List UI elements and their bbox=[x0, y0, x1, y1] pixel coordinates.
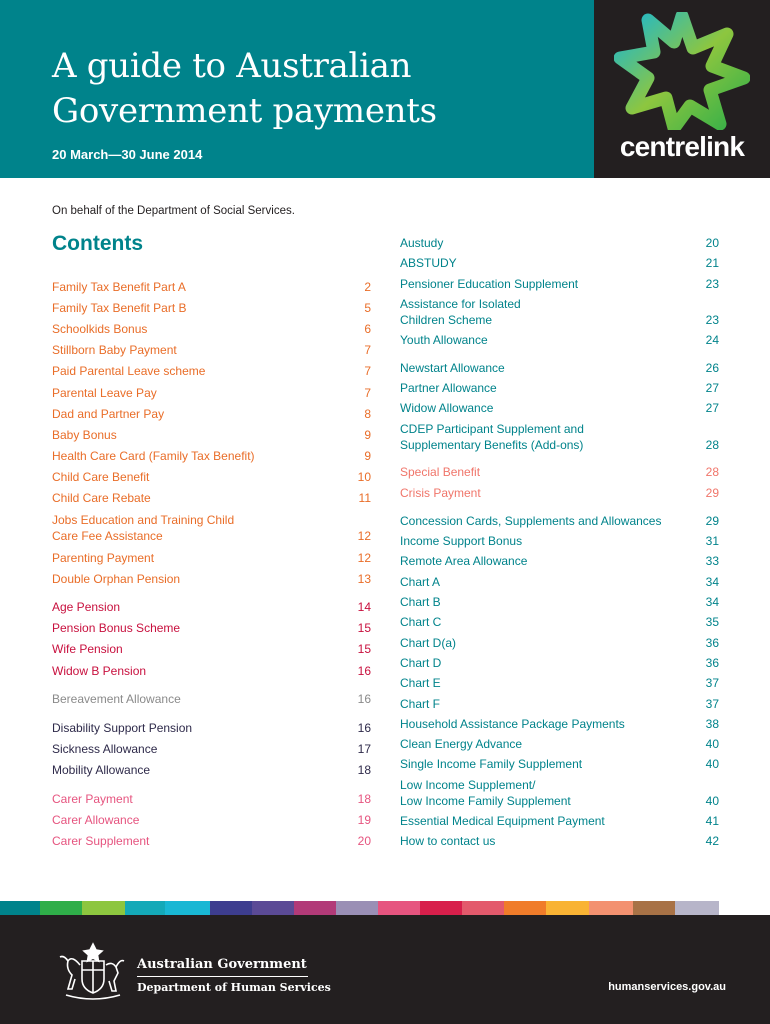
toc-entry-page: 41 bbox=[705, 814, 719, 828]
toc-entry[interactable] bbox=[400, 675, 719, 691]
toc-entry-page: 27 bbox=[705, 401, 719, 415]
toc-entry-page: 19 bbox=[357, 813, 371, 827]
toc-entry-label: Baby Bonus bbox=[52, 428, 117, 442]
toc-entry-page: 18 bbox=[357, 763, 371, 777]
toc-entry-page: 8 bbox=[364, 407, 371, 421]
date-range: 20 March—30 June 2014 bbox=[52, 147, 203, 162]
toc-entry[interactable] bbox=[52, 342, 371, 358]
toc-entry-label: Concession Cards, Supplements and Allowances bbox=[400, 514, 662, 528]
toc-entry-label: Assistance for Isolated Children Scheme bbox=[400, 297, 521, 327]
toc-entry-label: Sickness Allowance bbox=[52, 742, 158, 756]
toc-entry[interactable] bbox=[400, 360, 719, 376]
toc-entry[interactable] bbox=[400, 574, 719, 590]
toc-entry-page: 23 bbox=[705, 313, 719, 327]
toc-entry-page: 36 bbox=[705, 656, 719, 670]
toc-entry-label: Disability Support Pension bbox=[52, 721, 193, 735]
toc-entry-page: 24 bbox=[705, 333, 719, 347]
toc-entry-label: Chart C bbox=[400, 615, 442, 629]
stripe-segment bbox=[675, 901, 719, 915]
document-title bbox=[52, 44, 437, 134]
toc-entry[interactable] bbox=[400, 421, 719, 453]
stripe-segment bbox=[420, 901, 462, 915]
department-name: Department of Human Services bbox=[137, 981, 331, 994]
toc-entry-label: Schoolkids Bonus bbox=[52, 322, 148, 336]
government-name: Australian Government bbox=[137, 957, 307, 972]
toc-entry-page: 29 bbox=[705, 486, 719, 500]
toc-entry-label: Paid Parental Leave scheme bbox=[52, 364, 206, 378]
toc-entry-label: Low Income Supplement/ Low Income Family Supplement bbox=[400, 778, 571, 808]
toc-entry-page: 40 bbox=[705, 794, 719, 808]
toc-entry-label: Pensioner Education Supplement bbox=[400, 277, 579, 291]
toc-entry-page: 11 bbox=[358, 491, 371, 505]
toc-entry[interactable] bbox=[400, 614, 719, 630]
toc-entry[interactable] bbox=[52, 448, 371, 464]
toc-entry-page: 40 bbox=[705, 757, 719, 771]
toc-entry[interactable] bbox=[52, 427, 371, 443]
coat-of-arms-icon bbox=[58, 941, 128, 1003]
toc-entry-page: 16 bbox=[357, 721, 371, 735]
toc-entry[interactable] bbox=[52, 720, 371, 736]
toc-entry-label: Widow Allowance bbox=[400, 401, 494, 415]
stripe-segment bbox=[210, 901, 252, 915]
toc-entry-page: 20 bbox=[357, 834, 371, 848]
toc-entry-page: 16 bbox=[357, 692, 371, 706]
toc-entry-label: Parental Leave Pay bbox=[52, 386, 157, 400]
stripe-segment bbox=[504, 901, 546, 915]
toc-entry[interactable] bbox=[400, 833, 719, 849]
star-icon bbox=[614, 12, 750, 130]
toc-entry[interactable] bbox=[400, 716, 719, 732]
toc-entry-page: 29 bbox=[705, 514, 719, 528]
toc-entry[interactable] bbox=[400, 513, 719, 529]
toc-entry[interactable] bbox=[52, 279, 371, 295]
toc-entry[interactable] bbox=[400, 777, 719, 809]
toc-entry-label: Crisis Payment bbox=[400, 486, 481, 500]
toc-entry-label: Chart D bbox=[400, 656, 442, 670]
toc-entry-label: Jobs Education and Training Child Care Fee Assistance bbox=[52, 513, 235, 543]
toc-entry[interactable] bbox=[400, 296, 719, 328]
toc-entry-page: 12 bbox=[357, 529, 371, 543]
toc-entry-label: Parenting Payment bbox=[52, 551, 155, 565]
toc-entry[interactable] bbox=[52, 321, 371, 337]
toc-entry[interactable] bbox=[400, 235, 719, 251]
title-line-2: Government payments bbox=[52, 91, 437, 131]
stripe-segment bbox=[336, 901, 378, 915]
footer-bar bbox=[0, 915, 770, 1024]
toc-entry[interactable] bbox=[52, 599, 371, 615]
toc-entry-label: Bereavement Allowance bbox=[52, 692, 181, 706]
toc-entry-page: 18 bbox=[357, 792, 371, 806]
toc-entry[interactable] bbox=[400, 485, 719, 501]
toc-entry[interactable] bbox=[400, 696, 719, 712]
toc-entry-page: 38 bbox=[705, 717, 719, 731]
behalf-note: On behalf of the Department of Social Services. bbox=[52, 205, 295, 217]
toc-entry-page: 20 bbox=[705, 236, 719, 250]
header-banner bbox=[0, 0, 594, 178]
toc-entry-label: Mobility Allowance bbox=[52, 763, 151, 777]
toc-entry-page: 17 bbox=[357, 742, 371, 756]
toc-entry-page: 14 bbox=[357, 600, 371, 614]
stripe-segment bbox=[165, 901, 210, 915]
toc-entry-page: 21 bbox=[705, 256, 719, 270]
toc-entry-page: 31 bbox=[705, 534, 719, 548]
toc-entry-page: 15 bbox=[357, 621, 371, 635]
toc-entry-label: ABSTUDY bbox=[400, 256, 457, 270]
toc-entry-label: Chart F bbox=[400, 697, 441, 711]
colour-stripe bbox=[0, 901, 770, 915]
toc-entry-page: 42 bbox=[705, 834, 719, 848]
toc-entry[interactable] bbox=[400, 255, 719, 271]
contents-heading: Contents bbox=[52, 232, 143, 255]
toc-entry-label: Austudy bbox=[400, 236, 444, 250]
toc-entry-label: CDEP Participant Supplement and Supplementary Benefits (Add-ons) bbox=[400, 422, 584, 452]
toc-entry[interactable] bbox=[400, 332, 719, 348]
toc-entry[interactable] bbox=[52, 620, 371, 636]
toc-entry-label: Pension Bonus Scheme bbox=[52, 621, 181, 635]
toc-entry-page: 7 bbox=[364, 386, 371, 400]
toc-entry-label: Widow B Pension bbox=[52, 664, 147, 678]
toc-entry[interactable] bbox=[52, 571, 371, 587]
toc-entry[interactable] bbox=[52, 490, 371, 506]
toc-entry-page: 28 bbox=[705, 438, 719, 452]
toc-entry-page: 26 bbox=[705, 361, 719, 375]
toc-entry-label: Chart A bbox=[400, 575, 441, 589]
toc-entry[interactable] bbox=[400, 380, 719, 396]
toc-entry-label: Special Benefit bbox=[400, 465, 481, 479]
toc-entry[interactable] bbox=[52, 741, 371, 757]
toc-entry[interactable] bbox=[52, 641, 371, 657]
title-line-1: A guide to Australian bbox=[52, 46, 412, 86]
toc-entry-page: 35 bbox=[705, 615, 719, 629]
toc-entry-label: Youth Allowance bbox=[400, 333, 488, 347]
toc-entry[interactable] bbox=[400, 635, 719, 651]
toc-entry[interactable] bbox=[52, 363, 371, 379]
toc-entry[interactable] bbox=[400, 400, 719, 416]
toc-entry-label: Chart E bbox=[400, 676, 441, 690]
toc-entry[interactable] bbox=[400, 276, 719, 292]
toc-entry-label: Wife Pension bbox=[52, 642, 123, 656]
toc-entry[interactable] bbox=[52, 512, 371, 544]
toc-entry-page: 13 bbox=[357, 572, 371, 586]
toc-entry[interactable] bbox=[400, 655, 719, 671]
toc-entry-page: 12 bbox=[357, 551, 371, 565]
toc-entry[interactable] bbox=[52, 385, 371, 401]
toc-entry-page: 40 bbox=[705, 737, 719, 751]
toc-entry[interactable] bbox=[52, 833, 371, 849]
toc-entry[interactable] bbox=[400, 594, 719, 610]
toc-entry[interactable] bbox=[400, 813, 719, 829]
toc-entry-page: 5 bbox=[364, 301, 371, 315]
toc-entry[interactable] bbox=[52, 300, 371, 316]
stripe-segment bbox=[294, 901, 336, 915]
toc-entry-page: 7 bbox=[364, 343, 371, 357]
toc-entry-label: Health Care Card (Family Tax Benefit) bbox=[52, 449, 255, 463]
stripe-segment bbox=[546, 901, 589, 915]
centrelink-wordmark: centrelink bbox=[619, 131, 745, 162]
toc-entry-page: 28 bbox=[705, 465, 719, 479]
toc-entry-page: 34 bbox=[705, 595, 719, 609]
toc-entry[interactable] bbox=[400, 736, 719, 752]
toc-entry[interactable] bbox=[52, 691, 371, 707]
stripe-segment bbox=[0, 901, 40, 915]
toc-entry-label: Clean Energy Advance bbox=[400, 737, 523, 751]
stripe-segment bbox=[125, 901, 165, 915]
website-link[interactable]: humanservices.gov.au bbox=[608, 981, 726, 993]
toc-entry-label: Child Care Benefit bbox=[52, 470, 150, 484]
footer-divider bbox=[137, 976, 308, 977]
toc-entry[interactable] bbox=[400, 553, 719, 569]
toc-entry-label: Single Income Family Supplement bbox=[400, 757, 583, 771]
toc-entry-label: Chart B bbox=[400, 595, 441, 609]
stripe-segment bbox=[40, 901, 82, 915]
toc-entry-label: Double Orphan Pension bbox=[52, 572, 181, 586]
toc-entry-label: Newstart Allowance bbox=[400, 361, 505, 375]
toc-entry-page: 33 bbox=[705, 554, 719, 568]
toc-entry[interactable] bbox=[52, 812, 371, 828]
toc-entry-label: How to contact us bbox=[400, 834, 496, 848]
toc-entry-label: Carer Payment bbox=[52, 792, 133, 806]
toc-entry-page: 37 bbox=[705, 697, 719, 711]
centrelink-brand-panel bbox=[594, 0, 770, 178]
toc-entry-label: Essential Medical Equipment Payment bbox=[400, 814, 605, 828]
toc-entry-page: 7 bbox=[364, 364, 371, 378]
toc-entry[interactable] bbox=[400, 464, 719, 480]
toc-entry-page: 27 bbox=[705, 381, 719, 395]
stripe-segment bbox=[589, 901, 633, 915]
toc-entry-label: Chart D(a) bbox=[400, 636, 457, 650]
toc-entry-label: Family Tax Benefit Part A bbox=[52, 280, 186, 294]
toc-entry[interactable] bbox=[52, 791, 371, 807]
toc-entry-label: Partner Allowance bbox=[400, 381, 497, 395]
toc-entry-page: 23 bbox=[705, 277, 719, 291]
toc-entry-page: 10 bbox=[357, 470, 371, 484]
toc-entry-label: Age Pension bbox=[52, 600, 121, 614]
toc-entry-page: 9 bbox=[364, 449, 371, 463]
toc-entry-page: 6 bbox=[364, 322, 371, 336]
toc-entry[interactable] bbox=[400, 533, 719, 549]
toc-entry-label: Carer Allowance bbox=[52, 813, 140, 827]
toc-entry[interactable] bbox=[400, 756, 719, 772]
toc-entry-page: 9 bbox=[364, 428, 371, 442]
stripe-segment bbox=[462, 901, 504, 915]
toc-entry-page: 2 bbox=[364, 280, 371, 294]
toc-entry[interactable] bbox=[52, 406, 371, 422]
toc-entry-page: 34 bbox=[705, 575, 719, 589]
toc-entry-label: Family Tax Benefit Part B bbox=[52, 301, 187, 315]
stripe-segment bbox=[633, 901, 675, 915]
toc-entry[interactable] bbox=[52, 550, 371, 566]
toc-entry-page: 37 bbox=[705, 676, 719, 690]
toc-entry[interactable] bbox=[52, 663, 371, 679]
toc-entry-label: Remote Area Allowance bbox=[400, 554, 528, 568]
toc-entry[interactable] bbox=[52, 762, 371, 778]
toc-entry-page: 36 bbox=[705, 636, 719, 650]
stripe-segment bbox=[82, 901, 125, 915]
toc-entry-label: Child Care Rebate bbox=[52, 491, 151, 505]
toc-entry-label: Household Assistance Package Payments bbox=[400, 717, 625, 731]
toc-entry-page: 16 bbox=[357, 664, 371, 678]
stripe-segment bbox=[252, 901, 294, 915]
toc-entry-label: Income Support Bonus bbox=[400, 534, 523, 548]
toc-entry[interactable] bbox=[52, 469, 371, 485]
toc-entry-label: Carer Supplement bbox=[52, 834, 150, 848]
stripe-segment bbox=[378, 901, 420, 915]
toc-entry-page: 15 bbox=[357, 642, 371, 656]
toc-entry-label: Stillborn Baby Payment bbox=[52, 343, 177, 357]
toc-entry-label: Dad and Partner Pay bbox=[52, 407, 165, 421]
